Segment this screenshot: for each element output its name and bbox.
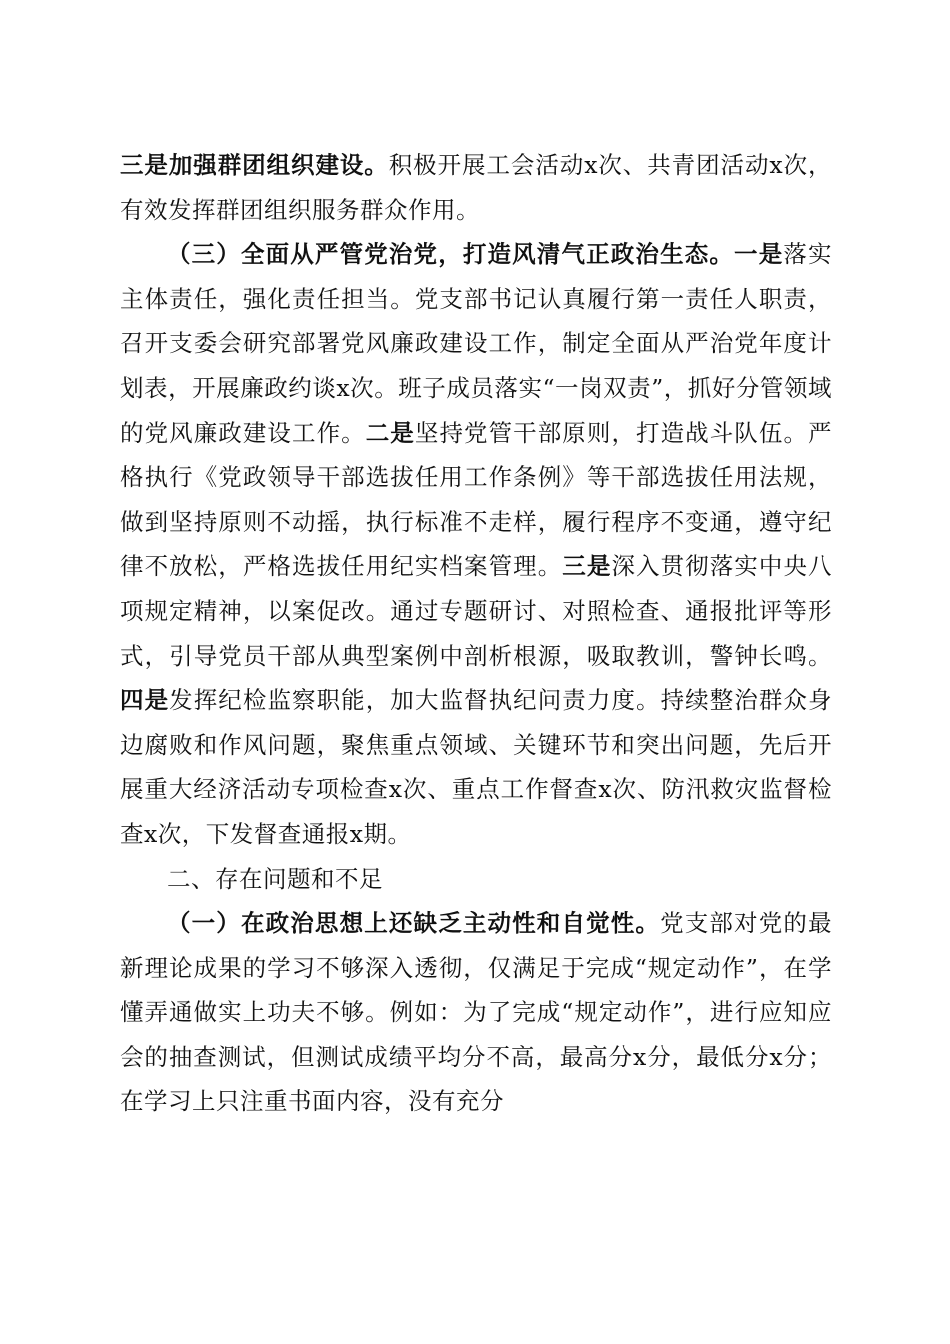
paragraph-text: 坚持党管干部原则，打造战斗队伍。严格执行《党政领导干部选拔任用工作条例》等干部选拔任用法规，做到坚持原则不动摇，执行标准不走样，履行程序不变通，遵守纪律不放松，严格选拔任用纪实档案管理。 <box>120 418 833 581</box>
paragraph-strict-party-governance <box>120 232 832 856</box>
point-label: 一是 <box>734 240 784 269</box>
document-body <box>120 143 832 1124</box>
paragraph-text: 积极开展工会活动x次、共青团活动x次，有效发挥群团组织服务群众作用。 <box>120 151 833 224</box>
point-label: 四是 <box>120 686 170 715</box>
point-label: 三是加强群团组织建设。 <box>120 151 389 179</box>
paragraph-political-thought <box>120 901 832 1124</box>
subsection-heading: （三）全面从严管党治党，打造风清气正政治生态。 <box>167 240 735 269</box>
paragraph-text: 党支部对党的最新理论成果的学习不够深入透彻，仅满足于完成“规定动作”，在学懂弄通做实上功夫不够。例如：为了完成“规定动作”，进行应知应会的抽查测试，但测试成绩平均分不高，最高分x分，最低分x分；在学习上只注重书面内容，没有充分 <box>120 909 833 1116</box>
paragraph-group-organization <box>120 143 832 232</box>
subsection-heading: （一）在政治思想上还缺乏主动性和自觉性。 <box>167 909 661 938</box>
section-title: 二、存在问题和不足 <box>167 864 383 893</box>
paragraph-text: 落实主体责任，强化责任担当。党支部书记认真履行第一责任人职责，召开支委会研究部署党风廉政建设工作，制定全面从严治党年度计划表，开展廉政约谈x次。班子成员落实“一岗双责”，抓好分管领域的党风廉政建设工作。 <box>120 240 833 447</box>
point-label: 二是 <box>365 418 415 447</box>
point-label: 三是 <box>562 552 612 581</box>
paragraph-text: 深入贯彻落实中央八项规定精神，以案促改。通过专题研讨、对照检查、通报批评等形式，引导党员干部从典型案例中剖析根源，吸取教训，警钟长鸣。 <box>120 552 833 670</box>
paragraph-text: 发挥纪检监察职能，加大监督执纪问责力度。持续整治群众身边腐败和作风问题，聚焦重点领域、关键环节和突出问题，先后开展重大经济活动专项检查x次、重点工作督查x次、防汛救灾监督检查x次，下发督查通报x期。 <box>120 686 833 848</box>
